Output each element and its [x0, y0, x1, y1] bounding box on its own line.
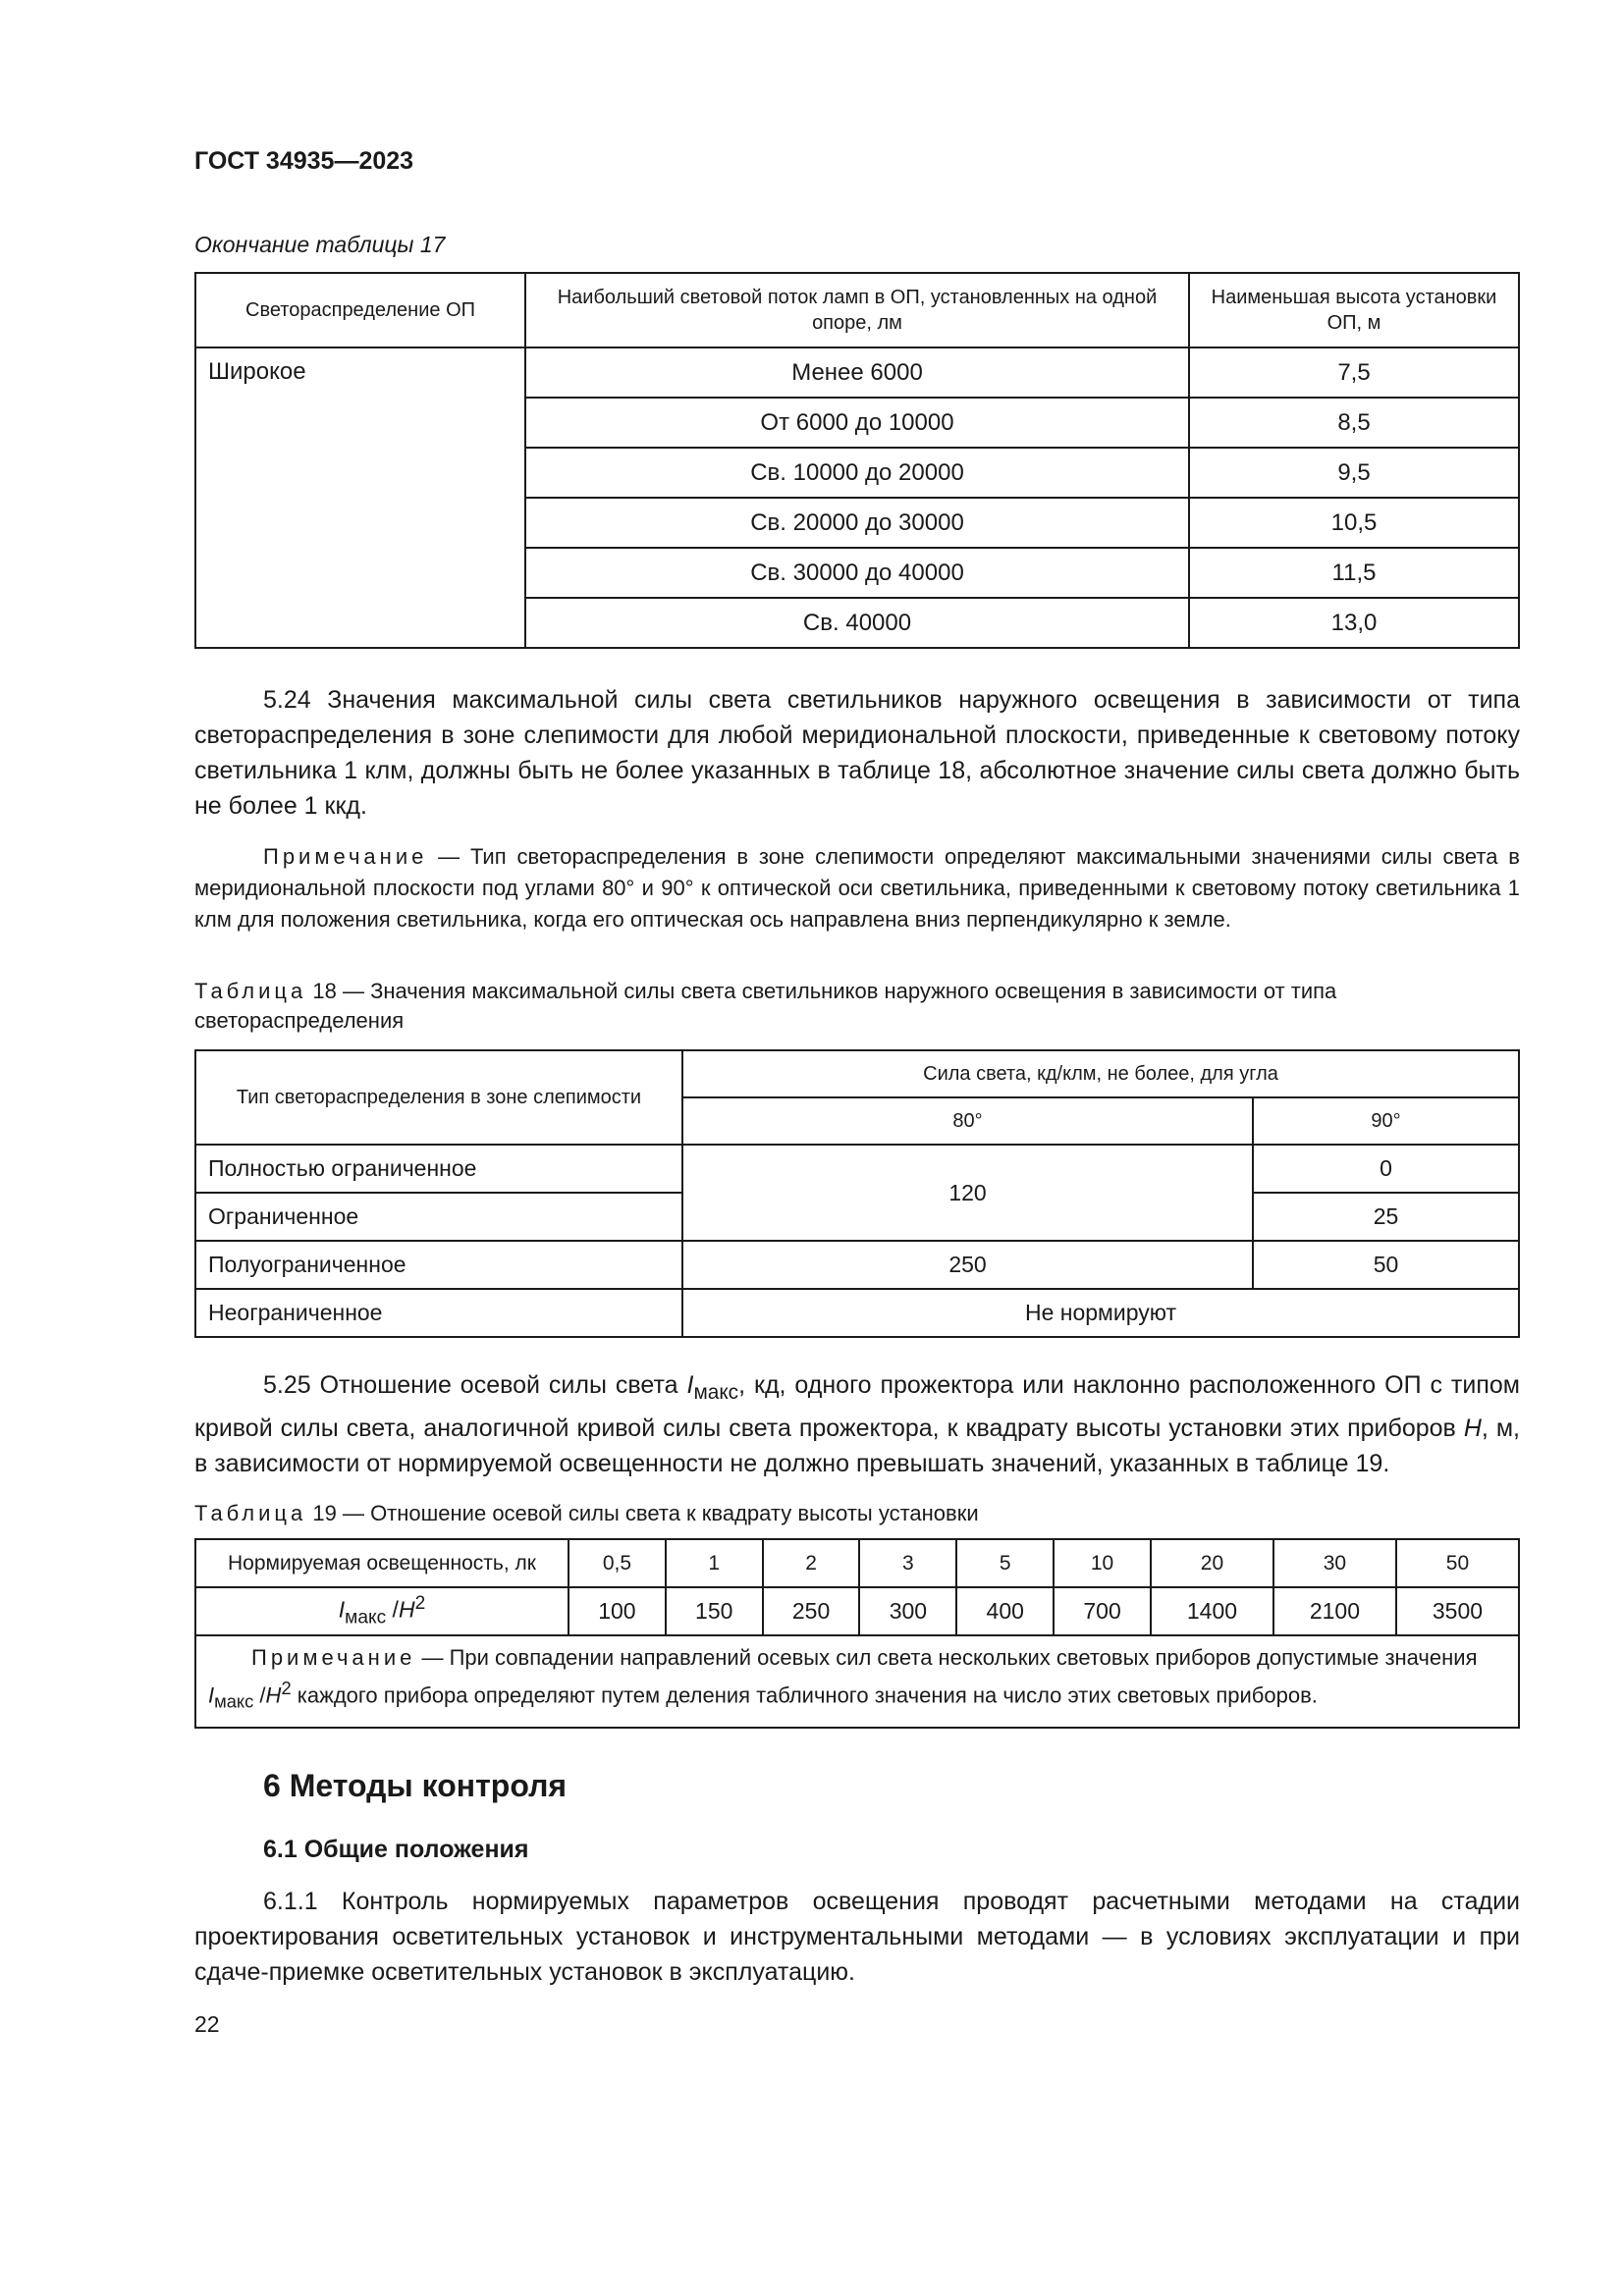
table18-90-cell: 0 — [1253, 1145, 1519, 1193]
table19-illuminance-row — [195, 1539, 1519, 1587]
table18-type-cell: Ограниченное — [195, 1193, 682, 1241]
table17-group-cell: Широкое — [195, 347, 525, 648]
table19-ratio-cell: 250 — [763, 1587, 860, 1635]
symbol-h: H — [265, 1682, 282, 1708]
table18-header-row — [195, 1050, 1519, 1097]
table17-header-distribution: Светораспределение ОП — [195, 273, 525, 347]
subscript-max: макс — [693, 1381, 739, 1404]
table17-caption: Окончание таблицы 17 — [194, 232, 446, 257]
table17-flux-cell: Менее 6000 — [525, 347, 1189, 398]
table19-label: Таблица — [194, 1501, 307, 1525]
symbol-i: I — [686, 1371, 694, 1399]
subscript-max: макс — [345, 1607, 387, 1629]
separator: / — [253, 1682, 266, 1708]
symbol-h: H — [1463, 1415, 1482, 1442]
table17-flux-cell: Св. 10000 до 20000 — [525, 448, 1189, 498]
table19-illuminance-cell: 50 — [1396, 1539, 1519, 1587]
table18-80-cell: 250 — [682, 1241, 1253, 1289]
text-run: 5.25 Отношение осевой силы света — [263, 1371, 687, 1399]
table18-header-force: Сила света, кд/клм, не более, для угла — [682, 1050, 1519, 1097]
note-5-24 — [194, 841, 1520, 935]
table-row — [195, 347, 1519, 398]
table19-caption — [194, 1499, 1520, 1528]
table17-flux-cell: От 6000 до 10000 — [525, 398, 1189, 448]
table18-label: Таблица — [194, 979, 307, 1003]
table19-ratio-cell: 3500 — [1396, 1587, 1519, 1635]
table-18 — [194, 1049, 1520, 1338]
table19-illuminance-cell: 3 — [859, 1539, 956, 1587]
note-text: — Тип светораспределения в зоне слепимости определяют максимальными значениями силы света в меридиональной плоскости под углами 80° и 90° к оптической оси светильника, приведенными к световому потоку светильника 1 клм для положения светильника, когда его оптическая ось направлена вниз перпендикулярно к земле. — [194, 844, 1520, 932]
table18-type-cell: Полуограниченное — [195, 1241, 682, 1289]
paragraph-6-1-1: 6.1.1 Контроль нормируемых параметров освещения проводят расчетными методами на стадии проектирования осветительных установок и инструментальными методами — в условиях эксплуатации и при сдаче-приемке осветительных установок в эксплуатацию. — [194, 1887, 1520, 1986]
table19-ratio-cell: 2100 — [1273, 1587, 1396, 1635]
symbol-i: I — [338, 1597, 346, 1624]
table17-flux-cell: Св. 20000 до 30000 — [525, 498, 1189, 548]
table19-ratio-row — [195, 1587, 1519, 1635]
symbol-h: H — [398, 1597, 415, 1624]
table19-ratio-cell: 1400 — [1151, 1587, 1273, 1635]
table19-illuminance-cell: 30 — [1273, 1539, 1396, 1587]
table19-note-row — [195, 1635, 1519, 1728]
table19-ratio-cell: 300 — [859, 1587, 956, 1635]
subscript-max: макс — [214, 1690, 254, 1712]
table17-height-cell: 9,5 — [1189, 448, 1519, 498]
superscript-2: 2 — [414, 1593, 426, 1615]
table19-note — [195, 1635, 1519, 1728]
symbol-i: I — [208, 1682, 215, 1708]
table19-ratio-cell: 150 — [666, 1587, 763, 1635]
table18-90-cell: 25 — [1253, 1193, 1519, 1241]
table17-flux-cell: Св. 40000 — [525, 598, 1189, 648]
text-run: , кд, одного прожектора или наклонно расположенного ОП с типом кривой силы света, аналогичной кривой силы света прожектора, к квадрату высоты установки этих приборов — [194, 1371, 1520, 1442]
page-content — [194, 147, 1520, 2038]
table18-caption — [194, 977, 1520, 1036]
document-header: ГОСТ 34935—2023 — [194, 147, 414, 175]
table17-header-flux: Наибольший световой поток ламп в ОП, установленных на одной опоре, лм — [525, 273, 1189, 347]
table-row — [195, 1289, 1519, 1337]
text-run: каждого прибора определяют путем деления табличного значения на число этих световых приборов. — [291, 1682, 1318, 1708]
table17-header-height: Наименьшая высота установки ОП, м — [1189, 273, 1519, 347]
table19-illuminance-cell: 1 — [666, 1539, 763, 1587]
table19-illuminance-cell: 0,5 — [568, 1539, 666, 1587]
section-6-1-heading: 6.1 Общие положения — [263, 1835, 529, 1863]
table18-type-cell: Полностью ограниченное — [195, 1145, 682, 1193]
table18-caption-text: 18 — Значения максимальной силы света светильников наружного освещения в зависимости от типа светораспределения — [194, 979, 1337, 1033]
section-6-heading: 6 Методы контроля — [263, 1767, 568, 1803]
table19-ratio-cell: 700 — [1054, 1587, 1151, 1635]
paragraph-5-24: 5.24 Значения максимальной силы света светильников наружного освещения в зависимости от типа светораспределения в зоне слепимости для любой меридиональной плоскости, приведенные к световому потоку светильника 1 клм, должны быть не более указанных в таблице 18, абсолютное значение силы света должно быть не более 1 ккд. — [194, 686, 1520, 820]
text-run: — При совпадении направлений осевых сил света нескольких световых приборов допустимые значения — [415, 1645, 1478, 1670]
table18-header-type: Тип светораспределения в зоне слепимости — [195, 1050, 682, 1145]
table17-height-cell: 7,5 — [1189, 347, 1519, 398]
table-19 — [194, 1538, 1520, 1729]
table17-header-row — [195, 273, 1519, 347]
table18-header-80: 80° — [682, 1097, 1253, 1145]
table18-header-90: 90° — [1253, 1097, 1519, 1145]
table-17 — [194, 272, 1520, 649]
page-number: 22 — [194, 2010, 220, 2037]
note-label: Примечание — [263, 844, 428, 869]
table17-flux-cell: Св. 30000 до 40000 — [525, 548, 1189, 598]
table17-height-cell: 8,5 — [1189, 398, 1519, 448]
table18-80-cell: 120 — [682, 1145, 1253, 1241]
table18-90-cell: 50 — [1253, 1241, 1519, 1289]
table19-illuminance-cell: 10 — [1054, 1539, 1151, 1587]
note-label: Примечание — [251, 1645, 416, 1670]
table19-ratio-cell: 100 — [568, 1587, 666, 1635]
table19-illuminance-cell: 5 — [956, 1539, 1054, 1587]
superscript-2: 2 — [281, 1678, 292, 1698]
table19-ratio-cell: 400 — [956, 1587, 1054, 1635]
table18-merged-cell: Не нормируют — [682, 1289, 1519, 1337]
table17-height-cell: 11,5 — [1189, 548, 1519, 598]
table-row — [195, 1241, 1519, 1289]
table19-row2-label — [195, 1587, 568, 1635]
table19-caption-text: 19 — Отношение осевой силы света к квадрату высоты установки — [306, 1501, 979, 1525]
paragraph-5-25 — [194, 1367, 1520, 1481]
table19-illuminance-cell: 20 — [1151, 1539, 1273, 1587]
table19-row1-label: Нормируемая освещенность, лк — [195, 1539, 568, 1587]
table18-type-cell: Неограниченное — [195, 1289, 682, 1337]
table17-height-cell: 13,0 — [1189, 598, 1519, 648]
table-row — [195, 1145, 1519, 1193]
text-run: , м, в зависимости от нормируемой освещенности не должно превышать значений, указанных в таблице 19. — [194, 1415, 1520, 1477]
table17-height-cell: 10,5 — [1189, 498, 1519, 548]
table19-illuminance-cell: 2 — [763, 1539, 860, 1587]
separator: / — [386, 1597, 399, 1624]
